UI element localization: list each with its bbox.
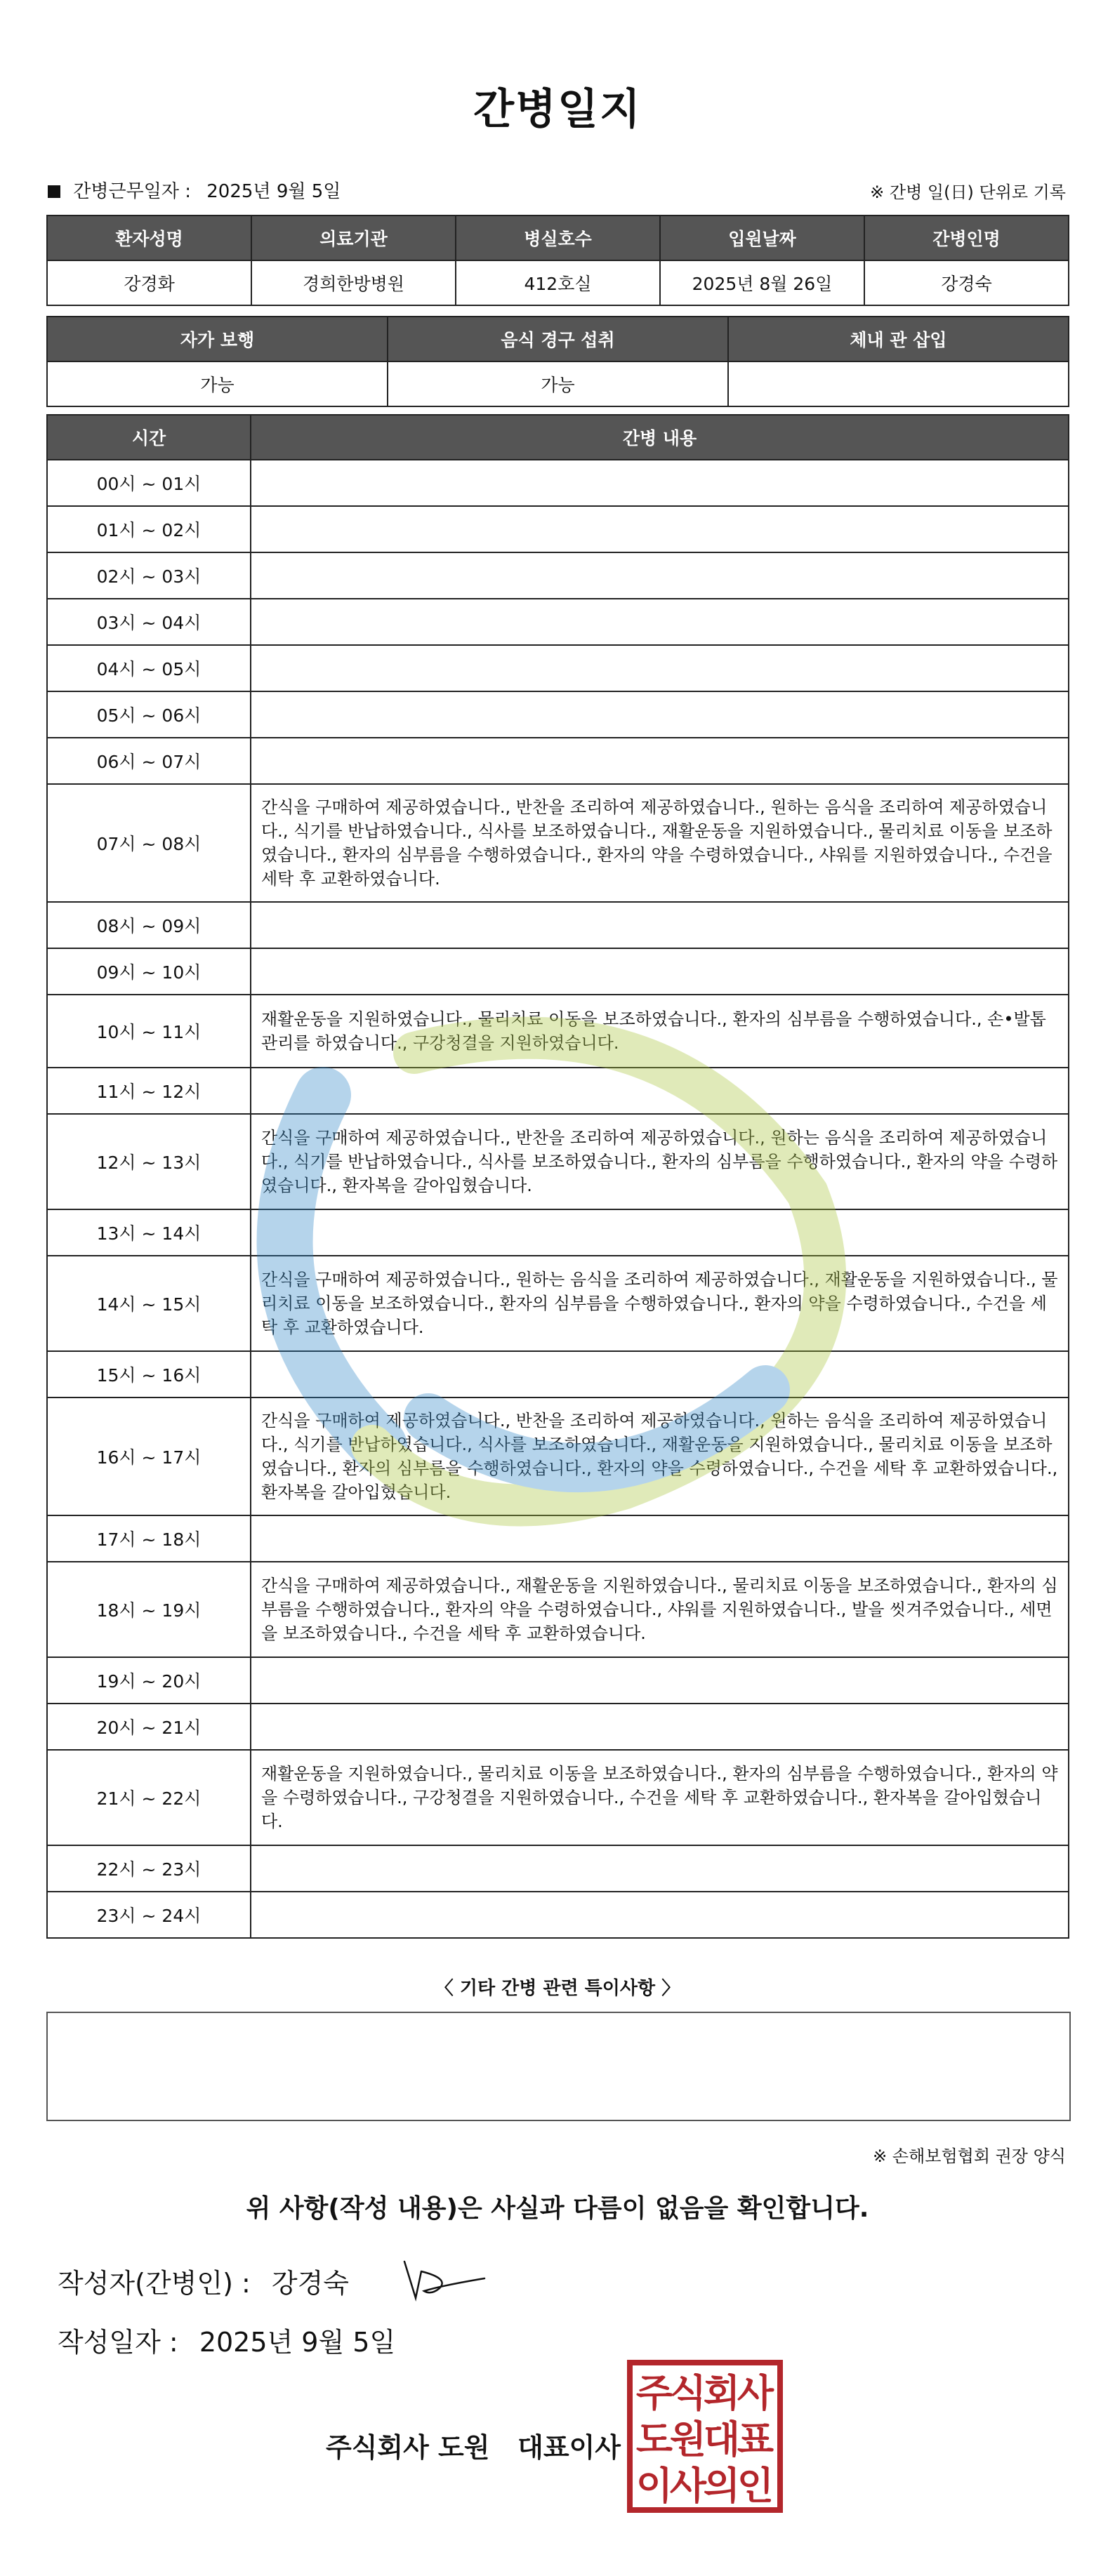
log-row: [47, 1209, 1069, 1256]
log-time: 14시 ~ 15시: [47, 1256, 251, 1351]
oral-intake: 가능: [388, 361, 728, 406]
log-content: [251, 552, 1069, 599]
unit-note: ※ 간병 일(日) 단위로 기록: [870, 182, 1066, 202]
log-content: 간식을 구매하여 제공하였습니다., 반찬을 조리하여 제공하였습니다., 원하는 음식을 조리하여 제공하였습니다., 식기를 반납하였습니다., 식사를 보조하였습니다., 재활운동을 지원하였습니다., 물리치료 이동을 보조하였습니다., 환자의 심부름을 수행하였습니다., 환자의 약을 수령하였습니다., 수건을 세탁 후 교환하였습니다., 환자복을 갈아입혔습니다.: [251, 1397, 1069, 1515]
patient-name: 강경화: [47, 260, 251, 305]
log-content: [251, 691, 1069, 738]
log-content: [251, 902, 1069, 948]
confirm-statement: 위 사항(작성 내용)은 사실과 다름이 없음을 확인합니다.: [246, 2194, 869, 2223]
work-date: [48, 177, 341, 203]
log-time: 20시 ~ 21시: [47, 1704, 251, 1750]
log-row: [47, 784, 1069, 902]
svg-text:원: 원: [669, 2417, 707, 2462]
log-row: [47, 1845, 1069, 1892]
log-row: [47, 1114, 1069, 1209]
log-row: [47, 1256, 1069, 1351]
log-row: [47, 691, 1069, 738]
written-date-line: [58, 2321, 395, 2359]
log-content: 재활운동을 지원하였습니다., 물리치료 이동을 보조하였습니다., 환자의 심부름을 수행하였습니다., 환자의 약을 수령하였습니다., 구강청결을 지원하였습니다., 수건을 세탁 후 교환하였습니다., 환자복을 갈아입혔습니다.: [251, 1750, 1069, 1845]
svg-text:사: 사: [737, 2371, 774, 2415]
log-row: [47, 599, 1069, 645]
log-row: [47, 1068, 1069, 1114]
log-row: [47, 995, 1069, 1068]
bullet-square-icon: [48, 185, 60, 198]
log-time: 02시 ~ 03시: [47, 552, 251, 599]
log-content: [251, 948, 1069, 995]
log-row: [47, 1562, 1069, 1657]
patient-header: 간병인명: [864, 215, 1069, 260]
log-content: [251, 1845, 1069, 1892]
log-content: [251, 506, 1069, 552]
written-date-label: 작성일자 :: [58, 2327, 178, 2358]
tube-insertion: [728, 361, 1069, 406]
writer-label: 작성자(간병인) :: [58, 2268, 251, 2299]
log-content: [251, 599, 1069, 645]
log-row: [47, 1750, 1069, 1845]
log-time: 23시 ~ 24시: [47, 1892, 251, 1938]
log-content: 간식을 구매하여 제공하였습니다., 원하는 음식을 조리하여 제공하였습니다., 재활운동을 지원하였습니다., 물리치료 이동을 보조하였습니다., 환자의 심부름을 수행하였습니다., 환자의 약을 수령하였습니다., 수건을 세탁 후 교환하였습니다.: [251, 1256, 1069, 1351]
svg-text:이: 이: [635, 2464, 673, 2508]
ability-header: 음식 경구 섭취: [388, 317, 728, 361]
work-date-value: 2025년 9월 5일: [206, 181, 341, 202]
log-time: 03시 ~ 04시: [47, 599, 251, 645]
log-content: [251, 1351, 1069, 1397]
log-time: 04시 ~ 05시: [47, 645, 251, 691]
ability-table: [46, 316, 1069, 407]
log-content: [251, 1515, 1069, 1562]
log-content: [251, 1892, 1069, 1938]
log-row: [47, 1892, 1069, 1938]
svg-text:식: 식: [669, 2371, 707, 2415]
log-time: 21시 ~ 22시: [47, 1750, 251, 1845]
log-time: 13시 ~ 14시: [47, 1209, 251, 1256]
log-time: 11시 ~ 12시: [47, 1068, 251, 1114]
work-date-label: 간병근무일자 :: [73, 181, 191, 202]
ability-header: 자가 보행: [47, 317, 388, 361]
svg-text:표: 표: [737, 2417, 774, 2462]
log-content: 간식을 구매하여 제공하였습니다., 반찬을 조리하여 제공하였습니다., 원하는 음식을 조리하여 제공하였습니다., 식기를 반납하였습니다., 식사를 보조하였습니다., 재활운동을 지원하였습니다., 물리치료 이동을 보조하였습니다., 환자의 심부름을 수행하였습니다., 환자의 약을 수령하였습니다., 샤워를 지원하였습니다., 수건을 세탁 후 교환하였습니다.: [251, 784, 1069, 902]
patient-header: 병실호수: [456, 215, 660, 260]
svg-text:사: 사: [669, 2464, 707, 2508]
writer-line: [58, 2262, 349, 2300]
walking-ability: 가능: [47, 361, 388, 406]
log-time: 15시 ~ 16시: [47, 1351, 251, 1397]
log-time: 12시 ~ 13시: [47, 1114, 251, 1209]
svg-text:의: 의: [703, 2464, 741, 2508]
log-time: 10시 ~ 11시: [47, 995, 251, 1068]
log-time: 17시 ~ 18시: [47, 1515, 251, 1562]
page-title: 간병일지: [473, 85, 642, 134]
log-time: 18시 ~ 19시: [47, 1562, 251, 1657]
log-row: [47, 552, 1069, 599]
log-header-time: 시간: [47, 415, 251, 460]
hospital: 경희한방병원: [251, 260, 456, 305]
log-content: 간식을 구매하여 제공하였습니다., 반찬을 조리하여 제공하였습니다., 원하는 음식을 조리하여 제공하였습니다., 식기를 반납하였습니다., 식사를 보조하였습니다., 환자의 심부름을 수행하였습니다., 환자의 약을 수령하였습니다., 환자복을 갈아입혔습니다.: [251, 1114, 1069, 1209]
room-number: 412호실: [456, 260, 660, 305]
log-content: [251, 645, 1069, 691]
caregiver-name: 강경숙: [864, 260, 1069, 305]
log-content: [251, 1657, 1069, 1704]
log-content: 재활운동을 지원하였습니다., 물리치료 이동을 보조하였습니다., 환자의 심부름을 수행하였습니다., 손•발톱 관리를 하였습니다., 구강청결을 지원하였습니다.: [251, 995, 1069, 1068]
admission-date: 2025년 8월 26일: [660, 260, 864, 305]
log-row: [47, 738, 1069, 784]
company-seal-stamp: [627, 2360, 783, 2513]
log-time: 07시 ~ 08시: [47, 784, 251, 902]
log-time: 00시 ~ 01시: [47, 460, 251, 506]
patient-info-table: [46, 215, 1069, 306]
log-content: 간식을 구매하여 제공하였습니다., 재활운동을 지원하였습니다., 물리치료 이동을 보조하였습니다., 환자의 심부름을 수행하였습니다., 환자의 약을 수령하였습니다., 샤워를 지원하였습니다., 발을 씻겨주었습니다., 세면을 보조하였습니다., 수건을 세탁 후 교환하였습니다.: [251, 1562, 1069, 1657]
log-row: [47, 902, 1069, 948]
log-time: 08시 ~ 09시: [47, 902, 251, 948]
log-row: [47, 1657, 1069, 1704]
svg-text:주: 주: [635, 2371, 673, 2415]
log-content: [251, 738, 1069, 784]
log-time: 09시 ~ 10시: [47, 948, 251, 995]
log-time: 01시 ~ 02시: [47, 506, 251, 552]
svg-text:도: 도: [635, 2417, 673, 2462]
log-time: 19시 ~ 20시: [47, 1657, 251, 1704]
form-note: ※ 손해보험협회 권장 양식: [873, 2146, 1066, 2166]
ability-header: 체내 관 삽입: [728, 317, 1069, 361]
log-time: 16시 ~ 17시: [47, 1397, 251, 1515]
svg-text:회: 회: [703, 2371, 741, 2415]
log-row: [47, 1397, 1069, 1515]
written-date: 2025년 9월 5일: [199, 2327, 396, 2358]
log-time: 22시 ~ 23시: [47, 1845, 251, 1892]
svg-text:인: 인: [737, 2464, 774, 2508]
special-notes-box: [46, 2012, 1071, 2121]
log-row: [47, 645, 1069, 691]
log-content: [251, 1209, 1069, 1256]
log-content: [251, 1068, 1069, 1114]
log-content: [251, 1704, 1069, 1750]
log-row: [47, 1704, 1069, 1750]
care-log-table: [46, 414, 1069, 1939]
writer-name: 강경숙: [271, 2268, 349, 2299]
patient-header: 입원날짜: [660, 215, 864, 260]
log-time: 05시 ~ 06시: [47, 691, 251, 738]
special-notes-title: 〈 기타 간병 관련 특이사항 〉: [435, 1978, 680, 1999]
log-row: [47, 948, 1069, 995]
patient-header: 의료기관: [251, 215, 456, 260]
log-content: [251, 460, 1069, 506]
log-row: [47, 460, 1069, 506]
svg-text:대: 대: [703, 2417, 741, 2462]
log-header-content: 간병 내용: [251, 415, 1069, 460]
signature-icon: [400, 2257, 491, 2306]
log-row: [47, 506, 1069, 552]
log-time: 06시 ~ 07시: [47, 738, 251, 784]
patient-header: 환자성명: [47, 215, 251, 260]
company-representative: 주식회사 도원 대표이사: [326, 2432, 621, 2463]
log-row: [47, 1351, 1069, 1397]
log-row: [47, 1515, 1069, 1562]
